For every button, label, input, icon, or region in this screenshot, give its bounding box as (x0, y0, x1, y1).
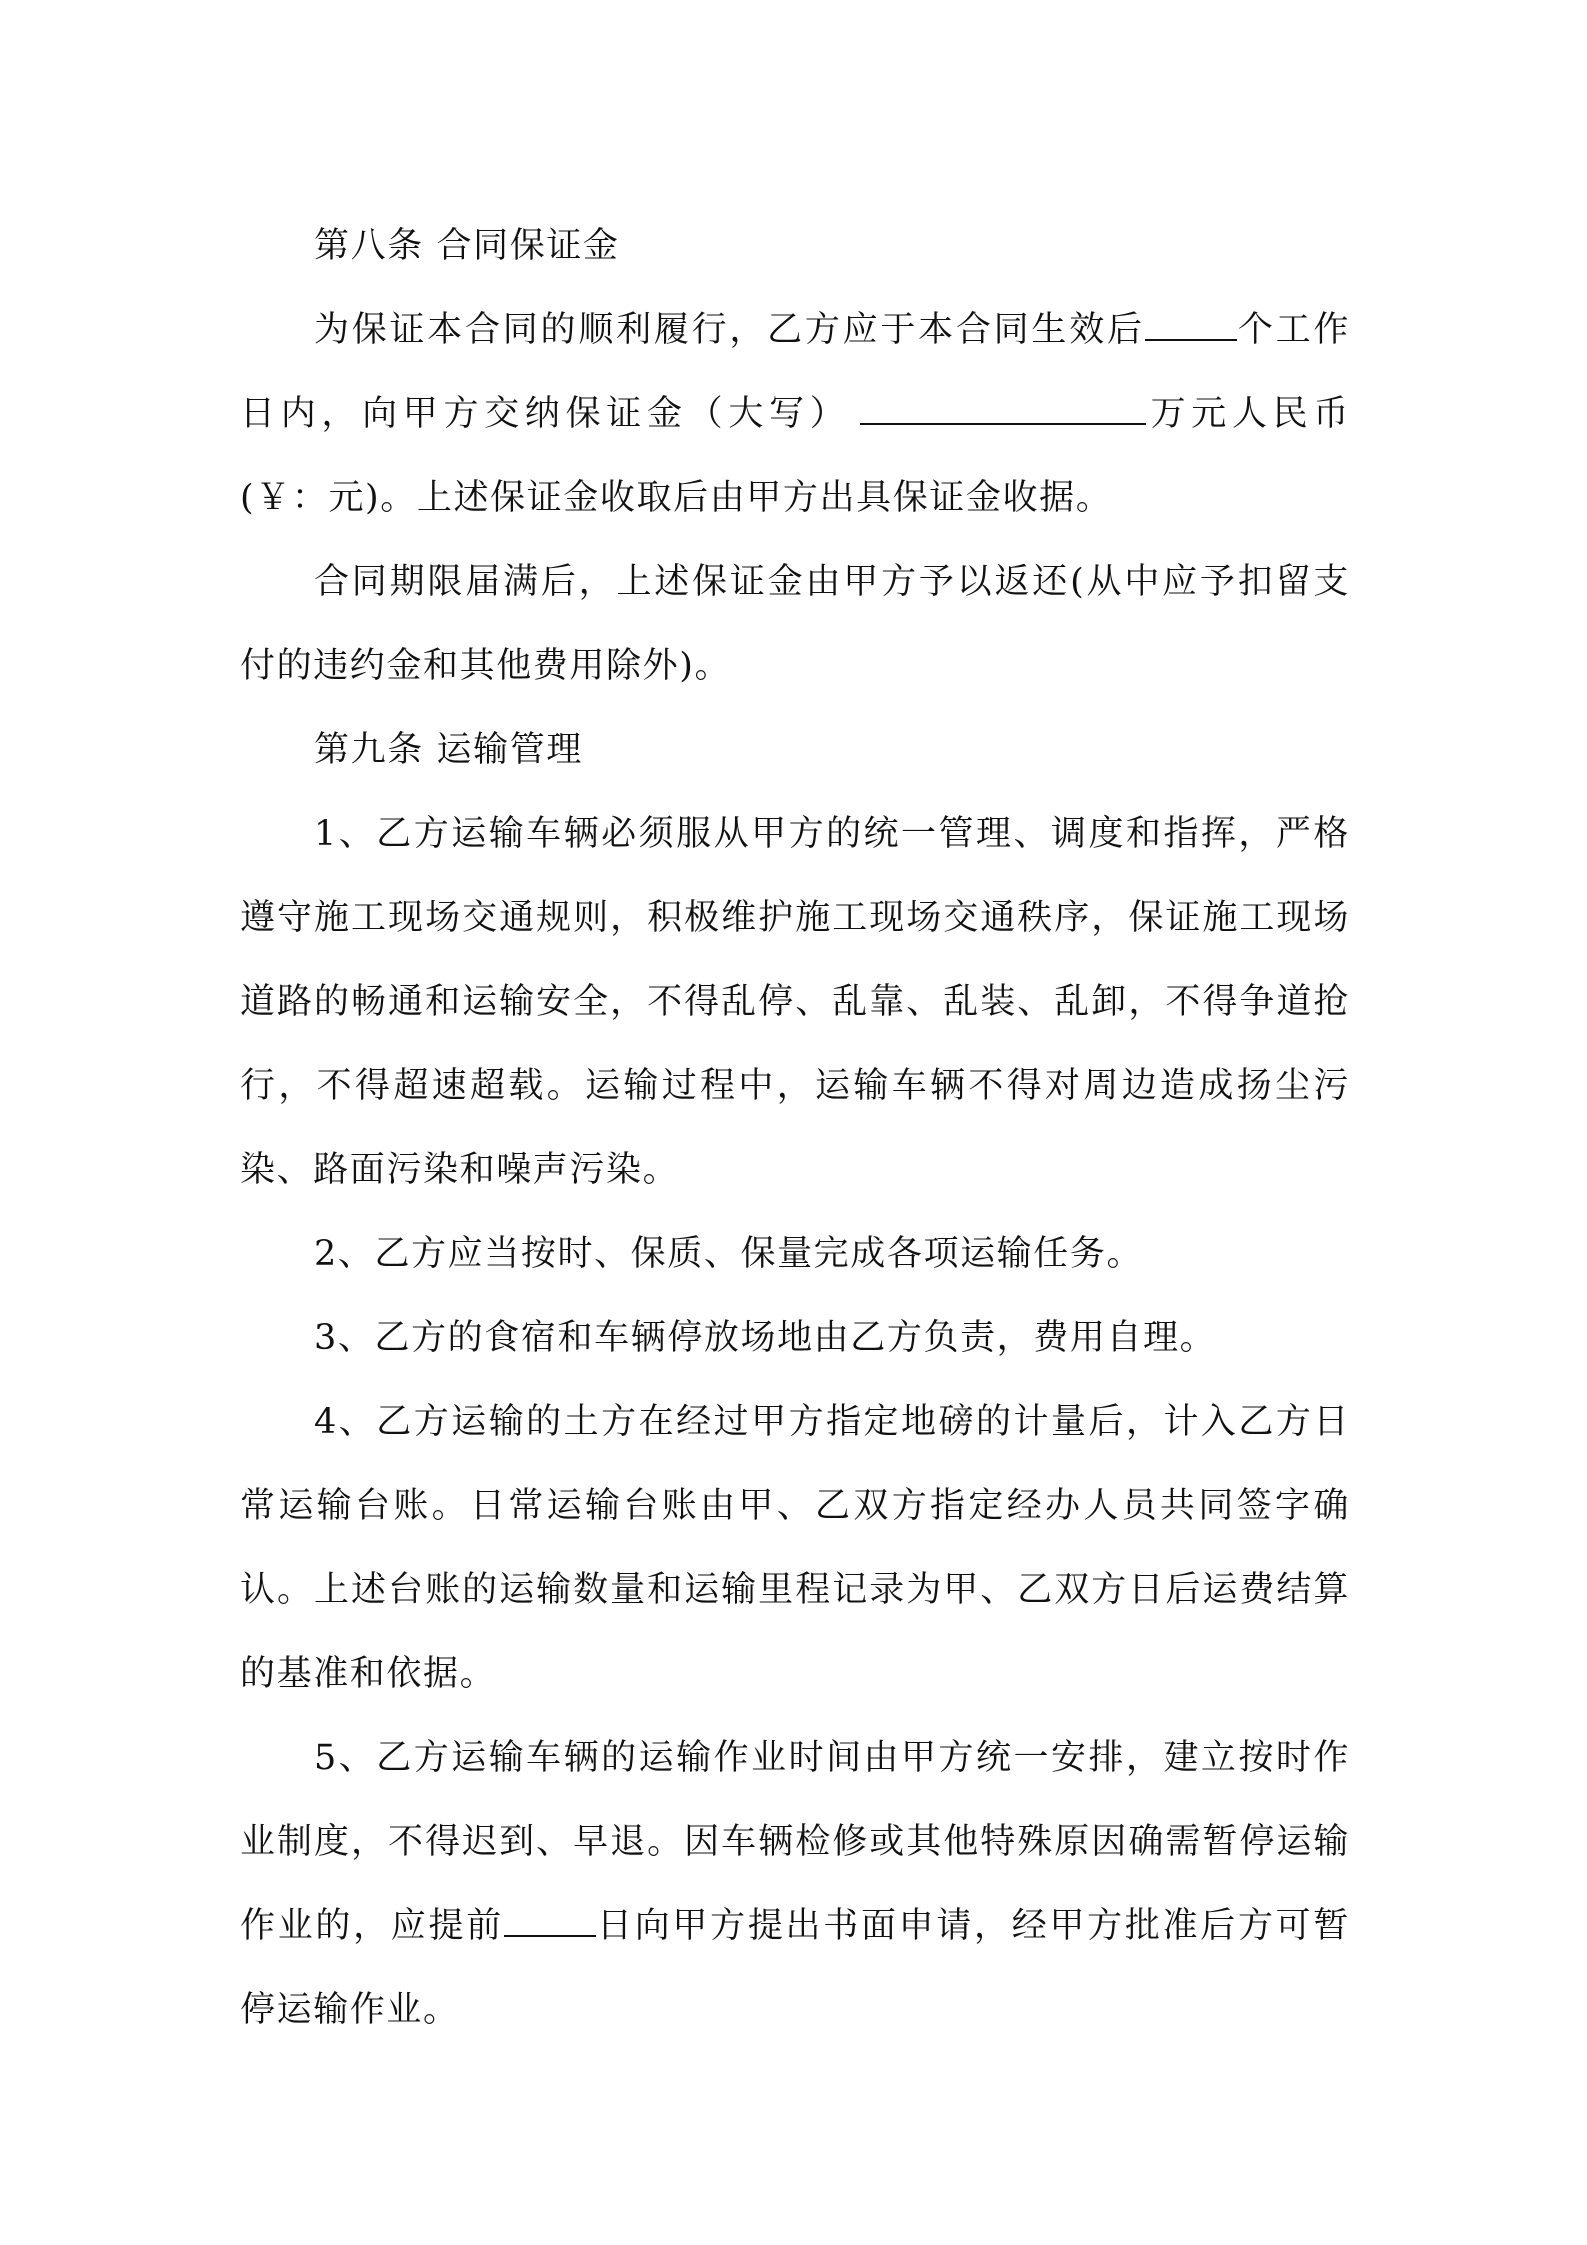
section-9-item-3: 3、乙方的食宿和车辆停放场地由乙方负责，费用自理。 (314, 1318, 1217, 1358)
blank-workdays (1145, 303, 1237, 341)
document-body (240, 204, 1350, 2052)
paragraph-text: 为保证本合同的顺利履行，乙方应于本合同生效后 (314, 310, 1145, 350)
section-8-paragraph-2: 合同期限届满后，上述保证金由甲方予以返还(从中应予扣留支付的违约金和其他费用除外)。 (240, 562, 1350, 686)
paragraph-text: 万元人民币(￥：元)。上述保证金收取后由甲方出具保证金收据。 (240, 394, 1350, 518)
section-9-item-5 (240, 1716, 1350, 2052)
paragraph-text: 5、乙方运输车辆的运输作业时间由甲方统一安排，建立按时作业制度，不得迟到、早退。因车辆检修或其他特殊原因确需暂停运输作业的，应提前 (240, 1738, 1350, 1946)
blank-deposit-amount (860, 387, 1146, 425)
paragraph-text: 日向甲方提出书面申请，经甲方批准后方可暂停运输作业。 (240, 1906, 1350, 2030)
section-9-item-2: 2、乙方应当按时、保质、保量完成各项运输任务。 (314, 1234, 1144, 1274)
section-9-title: 第九条 运输管理 (314, 730, 583, 770)
section-9-item-4: 4、乙方运输的土方在经过甲方指定地磅的计量后，计入乙方日常运输台账。日常运输台账由甲、乙双方指定经办人员共同签字确认。上述台账的运输数量和运输里程记录为甲、乙双方日后运费结算的基准和依据。 (240, 1402, 1350, 1694)
paragraph-text: 个工作日内，向甲方交纳保证金（大写） (240, 310, 1350, 434)
section-8-title: 第八条 合同保证金 (314, 226, 620, 266)
section-8-paragraph-1 (240, 288, 1350, 540)
blank-days-notice (504, 1899, 596, 1937)
section-9-item-1: 1、乙方运输车辆必须服从甲方的统一管理、调度和指挥，严格遵守施工现场交通规则，积极维护施工现场交通秩序，保证施工现场道路的畅通和运输安全，不得乱停、乱靠、乱装、乱卸，不得争道抢行，不得超速超载。运输过程中，运输车辆不得对周边造成扬尘污染、路面污染和噪声污染。 (240, 814, 1350, 1190)
